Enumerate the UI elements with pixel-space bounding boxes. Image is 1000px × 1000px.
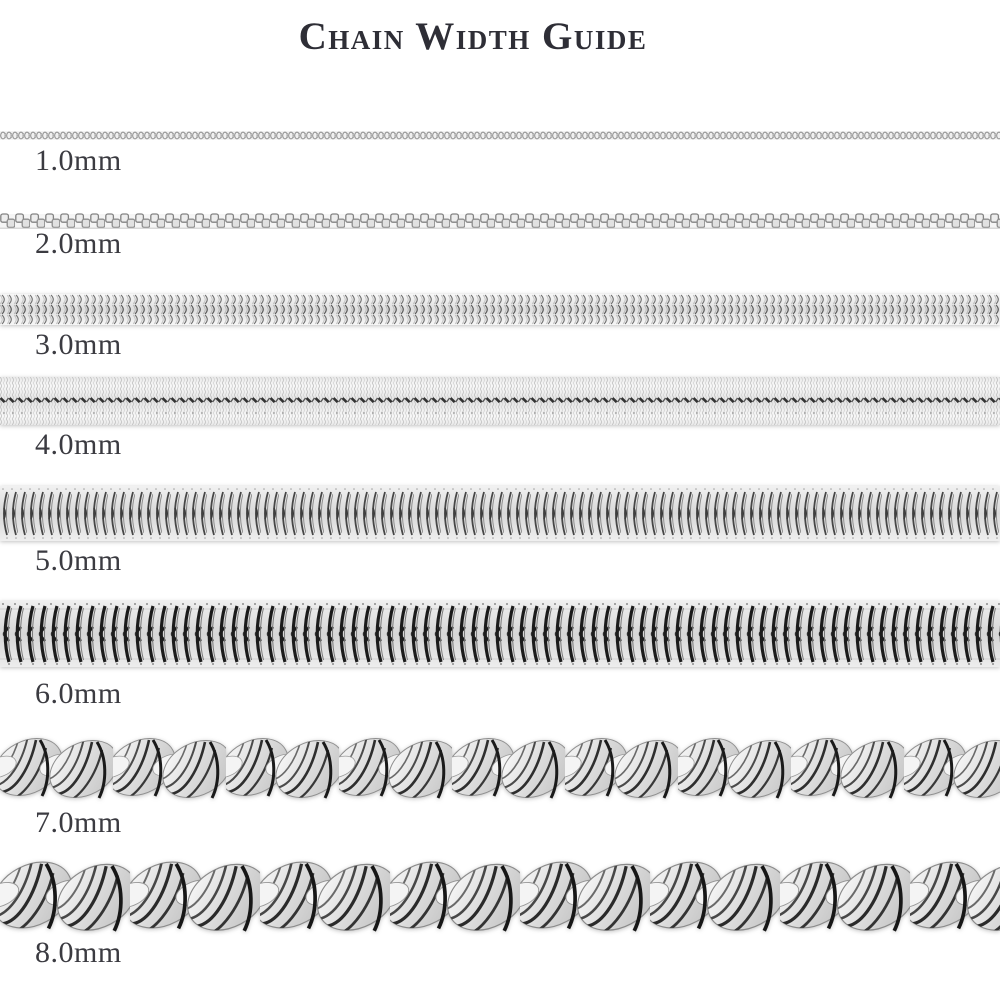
chain-5mm-image (0, 486, 1000, 541)
chain-2mm-image (0, 211, 1000, 230)
chain-6mm-image (0, 601, 1000, 667)
chain-8mm-label: 8.0mm (35, 936, 122, 969)
page-title: Chain Width Guide (298, 15, 648, 58)
chain-1mm-image (0, 129, 1000, 142)
chain-7mm-image (0, 728, 1000, 806)
chain-7mm-label: 7.0mm (35, 806, 122, 839)
chain-4mm-image (0, 377, 1000, 425)
chain-1mm-label: 1.0mm (35, 144, 122, 177)
chain-3mm-image (0, 294, 1000, 325)
chain-5mm-label: 5.0mm (35, 544, 122, 577)
chain-3mm-label: 3.0mm (35, 328, 122, 361)
chain-6mm-label: 6.0mm (35, 677, 122, 710)
chain-4mm-label: 4.0mm (35, 428, 122, 461)
chain-8mm-image (0, 850, 1000, 940)
chain-2mm-label: 2.0mm (35, 227, 122, 260)
